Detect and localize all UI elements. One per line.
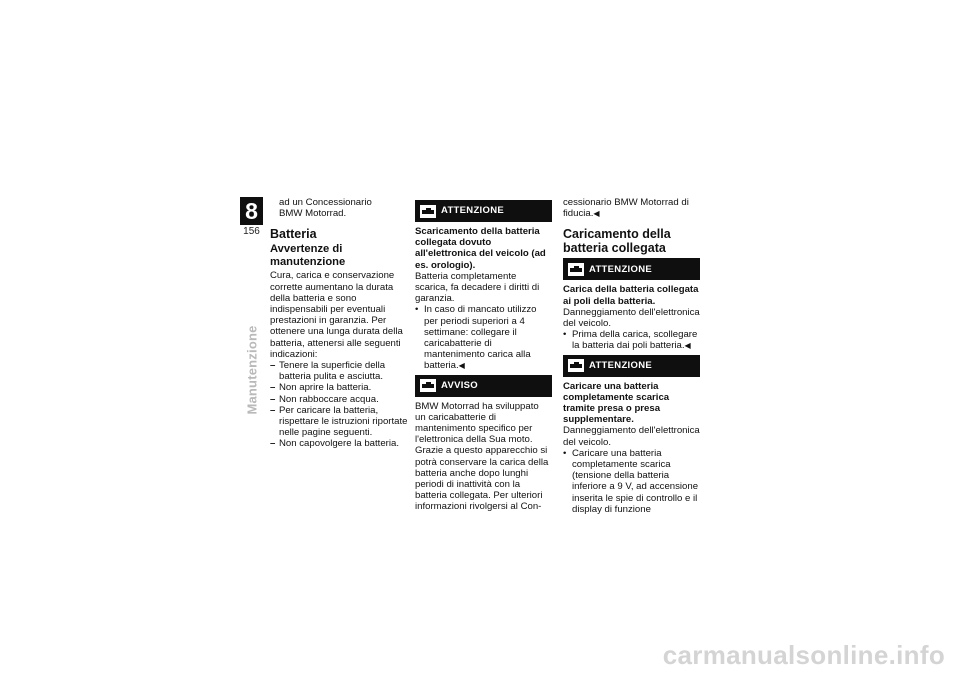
end-marker-icon: ◀	[593, 209, 600, 219]
list-item: – Per caricare la batteria, rispettare le istruzioni riportate nelle pagine seguenti.	[270, 405, 408, 439]
hand-warning-icon	[568, 359, 584, 372]
notice-banner	[415, 375, 552, 397]
column-3	[563, 197, 700, 515]
chapter-number: 8	[240, 197, 263, 225]
hand-warning-icon	[420, 205, 436, 218]
intro-line: BMW Motorrad.	[279, 208, 347, 220]
warning-text: Batteria completamente scarica, fa decadere i diritti di garanzia.	[415, 270, 540, 305]
section-heading: Caricamento della batteria collegata	[563, 227, 671, 256]
warning-title: Caricare una batteria completamente scarica tramite presa o presa supplementare.	[563, 380, 670, 426]
column-1	[270, 197, 408, 450]
list-item: – Non capovolgere la batteria.	[270, 438, 408, 449]
warning-label: ATTENZIONE	[589, 360, 652, 372]
paragraph: Cura, carica e conservazione corrette aumentano la durata della batteria e sono indispensabili per eventuali prestazioni in garanzia. Per ottenere una lunga durata della batteria, attenersi alle seguenti indicazioni:	[270, 270, 403, 360]
continued-text: cessionario BMW Motorrad di fiducia.◀	[563, 197, 689, 220]
hand-warning-icon	[568, 263, 584, 276]
warning-title: Carica della batteria collegata ai poli della batteria.	[563, 284, 699, 307]
list-item: – Non aprire la batteria.	[270, 382, 408, 393]
warning-text: Danneggiamento dell'elettronica del veicolo.	[563, 425, 700, 448]
list-item: – Tenere la superficie della batteria pulita e asciutta.	[270, 360, 408, 382]
list-item: • Prima della carica, scollegare la batteria dai poli batteria.◀	[563, 329, 700, 351]
intro-line: ad un Concessionario	[279, 197, 372, 208]
page-number: 156	[243, 226, 260, 237]
warning-list	[563, 329, 700, 351]
instruction-list	[270, 360, 408, 450]
warning-banner	[415, 200, 552, 222]
chapter-side-title: Manutenzione	[244, 325, 260, 415]
warning-title: Scaricamento della batteria collegata dovuto all'elettronica del veicolo (ad es. orologio).	[415, 226, 546, 271]
end-marker-icon: ◀	[684, 341, 691, 351]
warning-banner	[563, 258, 700, 280]
notice-label: AVVISO	[441, 380, 478, 392]
warning-list	[415, 304, 552, 371]
section-heading: Batteria	[270, 227, 317, 242]
list-item: – Non rabboccare acqua.	[270, 394, 408, 405]
warning-label: ATTENZIONE	[441, 205, 504, 217]
list-item: • Caricare una batteria completamente scarica (tensione della batteria inferiore a 9 V, ad accensione inserita le spie di controllo e il display di funzione	[563, 448, 700, 515]
warning-text: Danneggiamento dell'elettronica del veicolo.	[563, 306, 700, 330]
warning-banner	[563, 355, 700, 377]
chapter-tab	[240, 197, 263, 237]
warning-label: ATTENZIONE	[589, 263, 652, 275]
end-marker-icon: ◀	[458, 361, 465, 371]
hand-notice-icon	[420, 379, 436, 392]
notice-text: BMW Motorrad ha sviluppato un caricabatterie di mantenimento specifico per l'elettronica della Sua moto. Grazie a questo apparecchio si potrà conservare la carica della batteria anche dopo lunghi periodi di inattività con la batteria collegata. Per ulteriori informazioni rivolgersi al Con-	[415, 400, 549, 513]
warning-list	[563, 448, 700, 515]
watermark: carmanualsonline.info	[662, 640, 945, 670]
list-item: • In caso di mancato utilizzo per periodi superiori a 4 settimane: collegare il caricabatterie di mantenimento carica alla batteria.◀	[415, 304, 552, 371]
subsection-heading: Avvertenze di manutenzione	[270, 243, 346, 268]
column-2	[415, 197, 552, 513]
